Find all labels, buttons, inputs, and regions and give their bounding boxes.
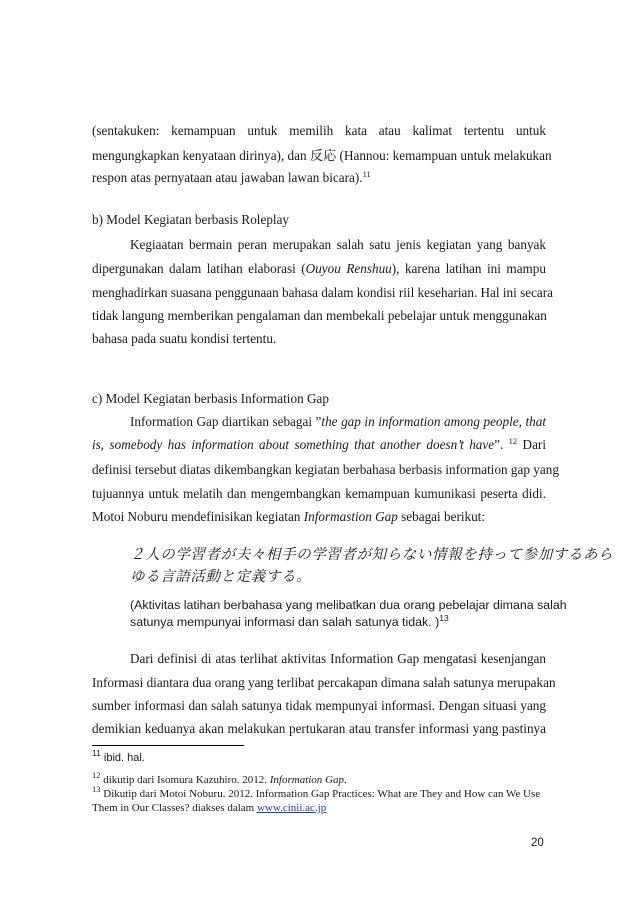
body-text-line [92, 675, 556, 691]
text-span: ), karena latihan ini mampu [391, 261, 546, 276]
emphasis-text: Information Gap [269, 774, 344, 786]
footnote-text: dikutip dari Isomura Kazuhiro. 2012. [100, 774, 270, 786]
footnote-divider [92, 745, 244, 746]
emphasis-text: Ouyou Renshuu [305, 261, 392, 276]
body-text-line [92, 170, 546, 186]
footnote-number: 12 [92, 770, 101, 780]
japanese-quote-line: ２人の学習者が夫々相手の学習者が知らない情報を持って参加するあら [130, 547, 614, 563]
text-span: ”. [494, 437, 509, 452]
body-text-line [130, 237, 546, 253]
text-span: respon atas pernyataan atau jawaban lawan bicara). [92, 170, 363, 185]
body-text-line [92, 148, 552, 164]
text-span: menghadirkan suasana penggunaan bahasa dalam kondisi riil keseharian. Hal ini secara [92, 285, 554, 300]
text-span: (sentakuken: kemampuan untuk memilih kata atau kalimat tertentu untuk [92, 123, 546, 138]
footnote-text: Dikutip dari Motoi Noburu. 2012. Information Gap Practices: What are They and How can We Use [100, 788, 541, 800]
footnote-number: 11 [92, 748, 101, 758]
text-span: Motoi Noburu mendefinisikan kegiatan [92, 509, 304, 524]
footnote-text: . [344, 774, 347, 786]
text-span: Dari definisi di atas terlihat aktivitas Information Gap mengatasi kesenjangan [130, 651, 546, 666]
footnote-11 [92, 748, 145, 765]
section-heading-c: c) Model Kegiatan berbasis Information Gap [92, 391, 329, 406]
text-span: dipergunakan dalam latihan elaborasi ( [92, 261, 306, 276]
footnote-13-continued [92, 802, 326, 815]
japanese-quote-line: ゆる言語活動と定義する。 [130, 569, 312, 585]
body-text-line [92, 462, 559, 478]
text-span: Informasi diantara dua orang yang terlibat percakapan dimana salah satunya merupakan [92, 675, 556, 690]
page-number: 20 [531, 837, 544, 849]
footnote-ref[interactable]: 12 [508, 436, 518, 446]
body-text-line [92, 486, 546, 502]
body-text-line [92, 261, 546, 277]
body-text-line [92, 331, 546, 347]
body-text-line [92, 721, 546, 737]
text-span: Dari [517, 437, 546, 452]
body-text-line [92, 285, 554, 301]
text-span: sumber informasi dan salah satunya tidak mempunyai informasi. Dengan situasi yang [92, 698, 546, 713]
footnote-ref[interactable]: 13 [439, 613, 449, 623]
translation-line [130, 597, 567, 613]
footnote-text: ibid. hal. [100, 752, 145, 764]
body-text-line [130, 414, 546, 430]
footnote-13 [92, 784, 541, 801]
body-text-line [92, 123, 546, 139]
text-span: satunya mempunyai informasi dan salah satunya tidak. ) [130, 615, 440, 629]
footnote-link[interactable]: www.cinii.ac.jp [256, 802, 327, 814]
body-text-line [92, 509, 546, 525]
body-text-line [92, 698, 546, 714]
body-text-line [92, 437, 546, 453]
translation-line [130, 614, 550, 630]
text-span: mengungkapkan kenyataan dirinya), dan 反応 (Hannou: kemampuan untuk melakukan [92, 148, 552, 163]
section-heading-b: b) Model Kegiatan berbasis Roleplay [92, 212, 290, 227]
footnote-ref[interactable]: 11 [362, 169, 371, 179]
text-span: sebagai berikut: [397, 509, 486, 524]
text-span: bahasa pada suatu kondisi tertentu. [92, 331, 277, 346]
text-span: Kegiaatan bermain peran merupakan salah satu jenis kegiatan yang banyak [130, 237, 546, 252]
text-span: (Aktivitas latihan berbahasa yang melibatkan dua orang pebelajar dimana salah [130, 598, 567, 612]
body-text-line [130, 651, 546, 667]
text-span: definisi tersebut diatas dikembangkan kegiatan berbahasa berbasis information gap yang [92, 462, 559, 477]
emphasis-text: the gap in information among people, that [321, 414, 546, 429]
text-span: tujuannya untuk melatih dan mengembangkan kemampuan kumunikasi peserta didi. [92, 486, 546, 501]
footnote-12 [92, 770, 347, 787]
emphasis-text: Informastion Gap [303, 509, 398, 524]
text-span: tidak langung memberikan pengalaman dan membekali pebelajar untuk menggunakan [92, 308, 547, 323]
body-text-line [92, 308, 546, 324]
footnote-text: Them in Our Classes? diakses dalam [92, 802, 257, 814]
emphasis-text: is, somebody has information about something that another doesn’t have [92, 437, 495, 452]
text-span: demikian keduanya akan melakukan pertukaran atau transfer informasi yang pastinya [92, 721, 546, 736]
footnote-number: 13 [92, 784, 101, 794]
text-span: Information Gap diartikan sebagai ” [130, 414, 322, 429]
